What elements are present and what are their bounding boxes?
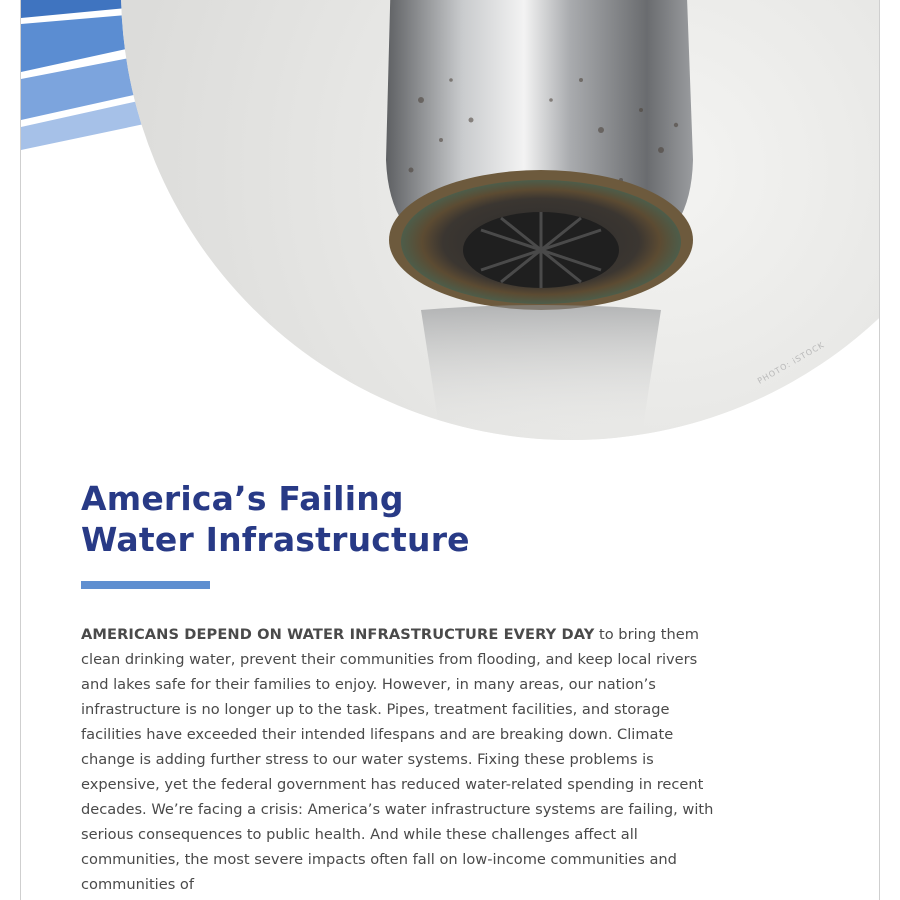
title-line-1: America’s Failing xyxy=(81,479,404,518)
article-body xyxy=(81,622,721,897)
photo-credit: PHOTO: iSTOCK xyxy=(756,340,827,386)
page-title xyxy=(81,478,470,560)
title-line-2: Water Infrastructure xyxy=(81,520,470,559)
lead-in: AMERICANS DEPEND ON WATER INFRASTRUCTURE EVERY DAY xyxy=(81,626,595,643)
body-paragraph: to bring them clean drinking water, prevent their communities from flooding, and keep local rivers and lakes safe for their families to enjoy. However, in many areas, our nation’s infrastructure is no longer up to the task. Pipes, treatment facilities, and storage facilities have exceeded their intended lifespans and are breaking down. Climate change is adding further stress to our water systems. Fixing these problems is expensive, yet the federal government has reduced water-related spending in recent decades. We’re facing a crisis: America’s water infrastructure systems are failing, with serious consequences to public health. And while these challenges affect all communities, the most severe impacts often fall on low-income communities and communities of xyxy=(81,626,714,893)
title-underline xyxy=(81,581,210,589)
document-page xyxy=(20,0,880,900)
